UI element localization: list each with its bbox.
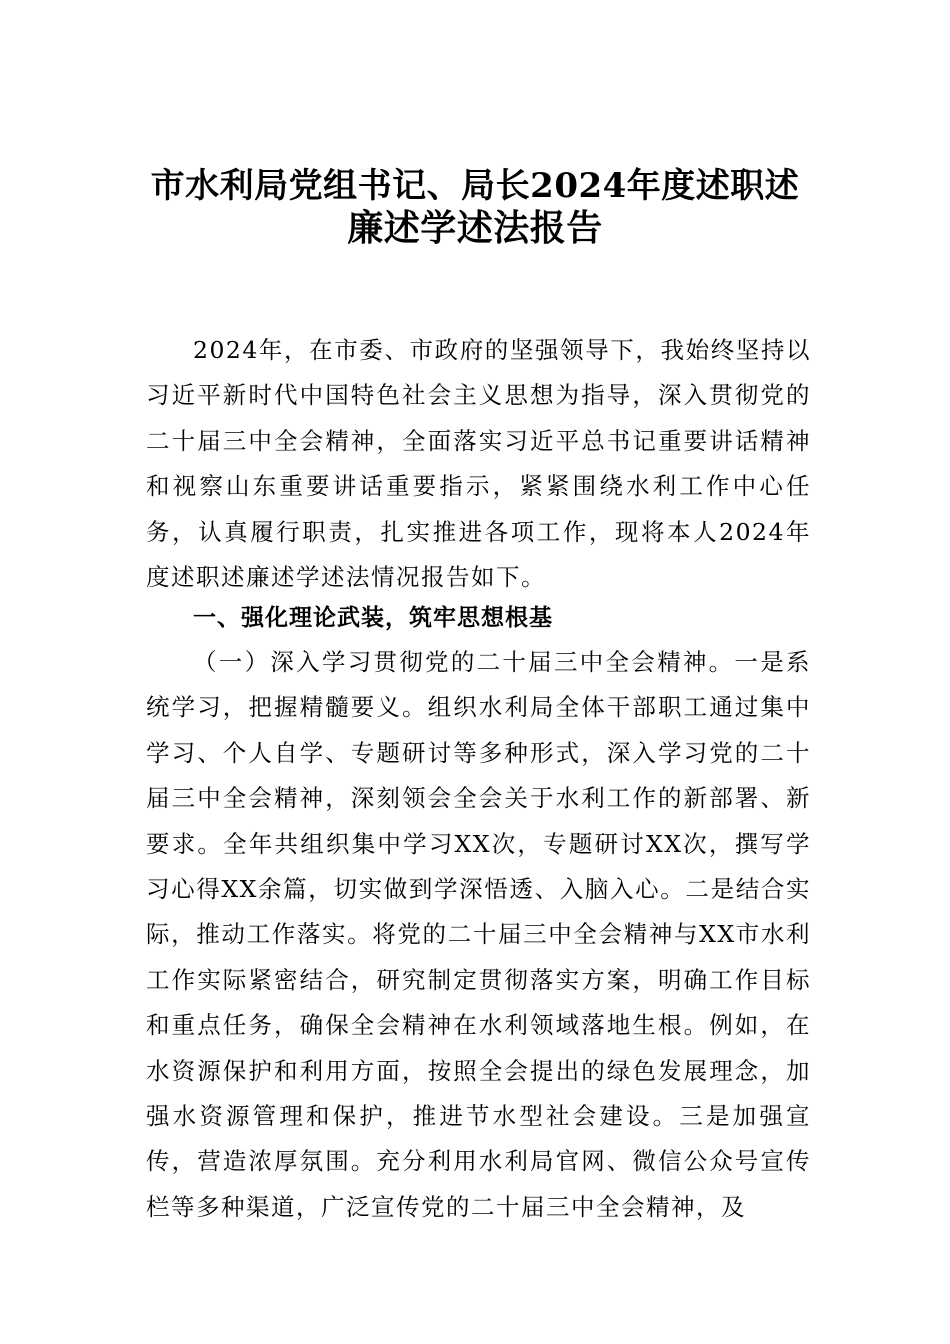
document-title-line-2: 廉述学述法报告 [347, 207, 603, 249]
paragraph-intro: 2024年，在市委、市政府的坚强领导下，我始终坚持以习近平新时代中国特色社会主义思想为指导，深入贯彻党的二十届三中全会精神，全面落实习近平总书记重要讲话精神和视察山东重要讲话重要指示，紧紧围绕水利工作中心任务，认真履行职责，扎实推进各项工作，现将本人2024年度述职述廉述学述法情况报告如下。 [146, 336, 811, 592]
paragraph-section1-part1: （一）深入学习贯彻党的二十届三中全会精神。一是系统学习，把握精髓要义。组织水利局全体干部职工通过集中学习、个人自学、专题研讨等多种形式，深入学习党的二十届三中全会精神，深刻领会全会关于水利工作的新部署、新要求。全年共组织集中学习XX次，专题研讨XX次，撰写学习心得XX余篇，切实做到学深悟透、入脑入心。二是结合实际，推动工作落实。将党的二十届三中全会精神与XX市水利工作实际紧密结合，研究制定贯彻落实方案，明确工作目标和重点任务，确保全会精神在水利领域落地生根。例如，在水资源保护和利用方面，按照全会提出的绿色发展理念，加强水资源管理和保护，推进节水型社会建设。三是加强宣传，营造浓厚氛围。充分利用水利局官网、微信公众号宣传栏等多种渠道，广泛宣传党的二十届三中全会精神，及 [146, 648, 811, 1221]
document-title-line-1: 市水利局党组书记、局长2024年度述职述 [150, 166, 800, 206]
section-heading-1: 一、强化理论武装，筑牢思想根基 [193, 605, 553, 631]
